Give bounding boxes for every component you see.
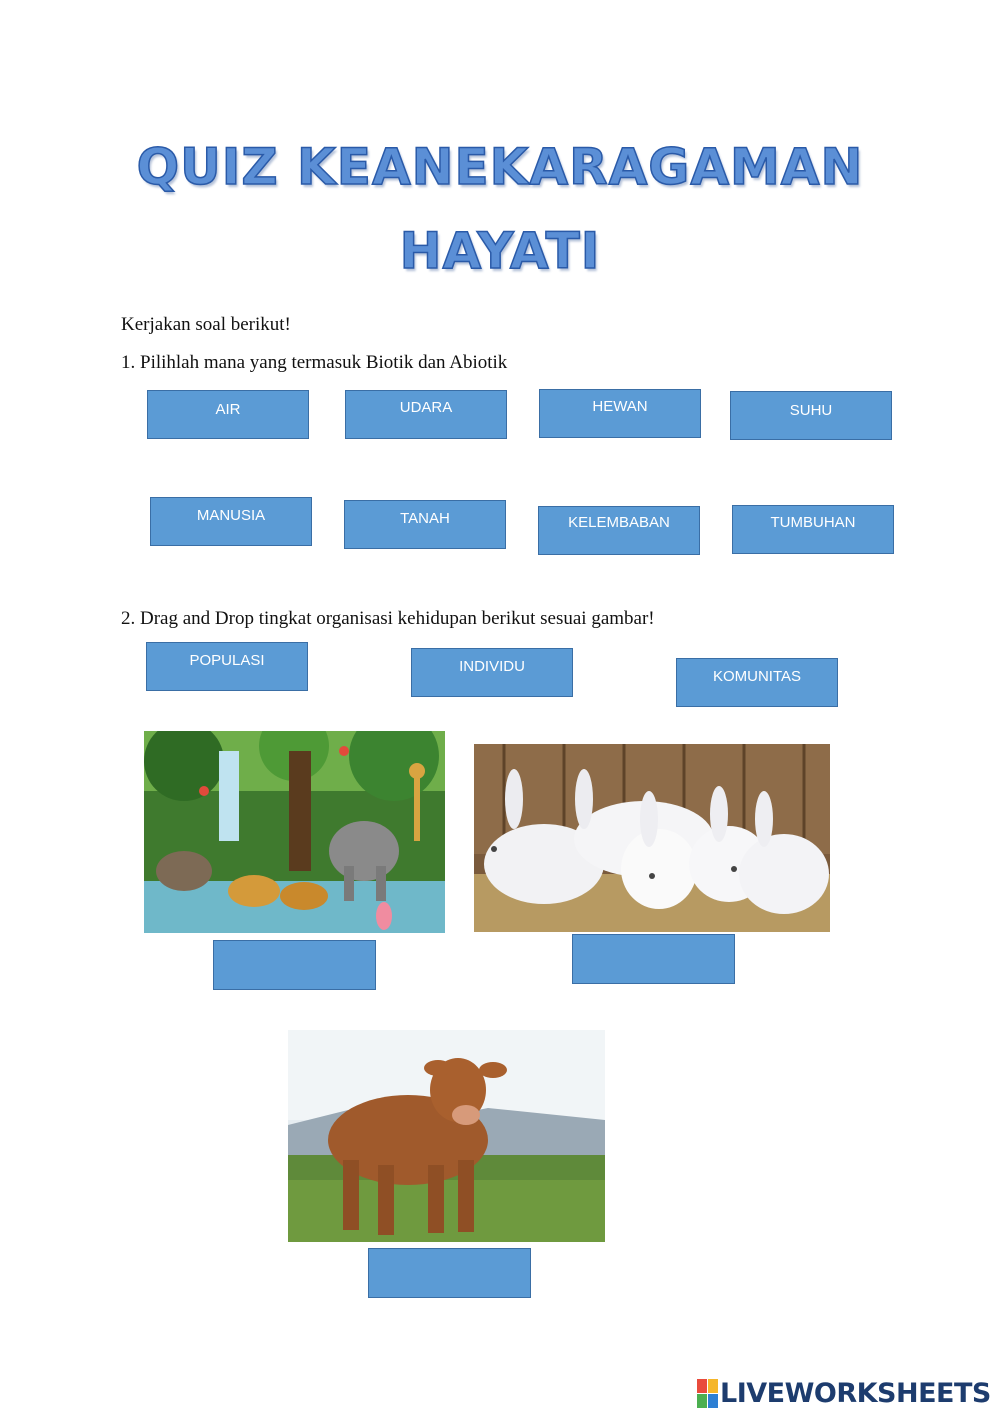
liveworksheets-logo [697, 1378, 991, 1408]
individual-cow-image [288, 1030, 605, 1242]
page-title-line-2: HAYATI [399, 222, 601, 280]
answer-chip-hewan[interactable]: HEWAN [539, 389, 701, 438]
drop-zone-individual[interactable] [368, 1248, 531, 1298]
page-title-line-1: QUIZ KEANEKARAGAMAN [136, 138, 864, 196]
answer-chip-manusia[interactable]: MANUSIA [150, 497, 312, 546]
drop-zone-community[interactable] [213, 940, 376, 990]
answer-chip-kelembaban[interactable]: KELEMBABAN [538, 506, 700, 555]
answer-chip-komunitas[interactable]: KOMUNITAS [676, 658, 838, 707]
answer-chip-air[interactable]: AIR [147, 390, 309, 439]
population-rabbits-image [474, 744, 830, 932]
instruction-text: Kerjakan soal berikut! [121, 314, 291, 335]
answer-chip-tumbuhan[interactable]: TUMBUHAN [732, 505, 894, 554]
drop-zone-population[interactable] [572, 934, 735, 984]
brand-name: LIVEWORKSHEETS [720, 1377, 991, 1409]
liveworksheets-mark-icon [697, 1379, 718, 1408]
question-2-text: 2. Drag and Drop tingkat organisasi kehidupan berikut sesuai gambar! [121, 608, 655, 629]
answer-chip-udara[interactable]: UDARA [345, 390, 507, 439]
answer-chip-tanah[interactable]: TANAH [344, 500, 506, 549]
question-1-text: 1. Pilihlah mana yang termasuk Biotik dan Abiotik [121, 352, 508, 373]
answer-chip-individu[interactable]: INDIVIDU [411, 648, 573, 697]
answer-chip-populasi[interactable]: POPULASI [146, 642, 308, 691]
community-jungle-image [144, 731, 445, 933]
answer-chip-suhu[interactable]: SUHU [730, 391, 892, 440]
